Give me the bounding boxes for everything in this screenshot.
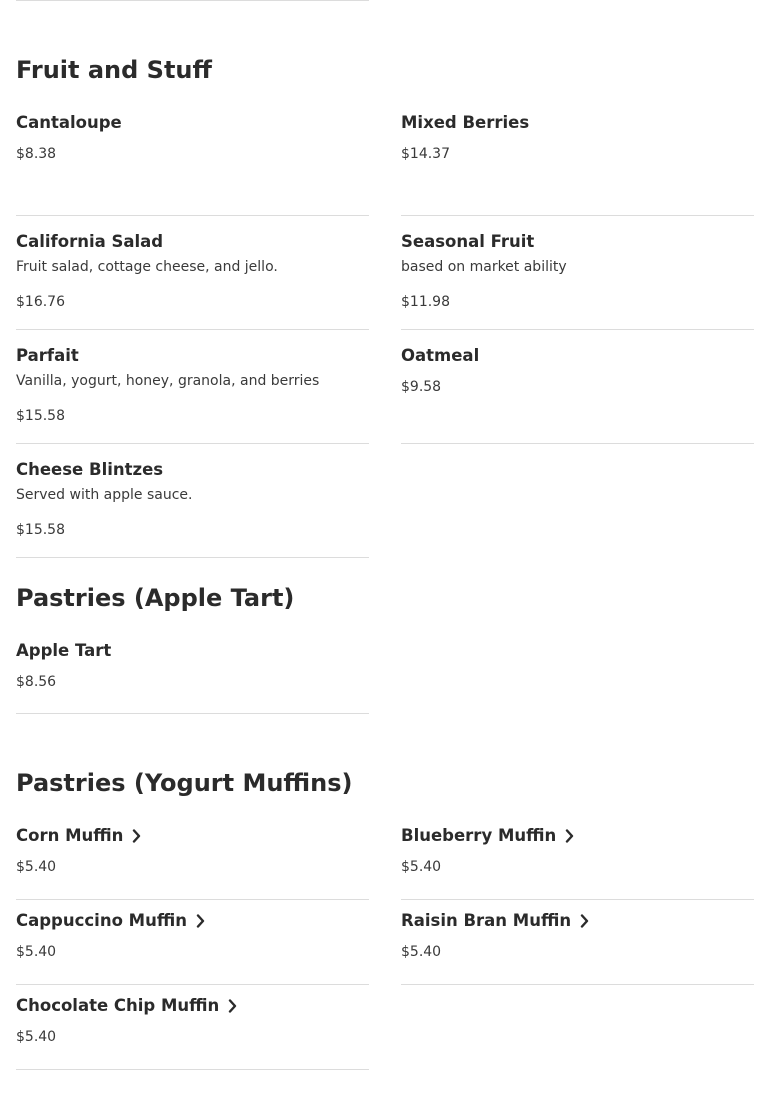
menu-item-name: California Salad [16,232,164,251]
menu-item-name: Mixed Berries [401,113,530,132]
menu-item-price: $5.40 [16,1029,57,1045]
menu-item-oatmeal[interactable] [401,345,754,444]
menu-item-seasonal-fruit[interactable] [401,231,754,330]
menu-item-price: $5.40 [16,944,57,960]
menu-item-price: $11.98 [401,294,450,310]
menu-item-price: $8.56 [16,674,57,690]
menu-item-name: Seasonal Fruit [401,232,535,251]
menu-item-price: $9.58 [401,379,442,395]
menu-section-pastries-apple-tart [16,583,754,714]
menu-item-cheese-blintzes[interactable] [16,459,369,558]
chevron-right-icon[interactable] [580,914,589,928]
menu-item-blueberry-muffin[interactable] [401,825,754,900]
menu-item-name: Parfait [16,346,79,365]
menu-item-price: $14.37 [401,146,450,162]
menu-item-price: $8.38 [16,146,57,162]
section-title: Pastries (Apple Tart) [16,584,295,612]
menu-item-price: $15.58 [16,408,65,424]
menu-item-price: $5.40 [401,944,442,960]
menu-item-cantaloupe[interactable] [16,112,369,216]
chevron-right-icon[interactable] [565,829,574,843]
divider [16,0,369,1]
menu-item-description: Fruit salad, cottage cheese, and jello. [16,259,278,275]
menu-item-corn-muffin[interactable] [16,825,369,900]
menu-item-name: Oatmeal [401,346,480,365]
menu-item-price: $15.58 [16,522,65,538]
menu-item-name: Corn Muffin [16,826,124,845]
menu-item-price: $16.76 [16,294,65,310]
chevron-right-icon[interactable] [228,999,237,1013]
menu-item-cappuccino-muffin[interactable] [16,910,369,985]
section-title: Fruit and Stuff [16,56,212,84]
menu-section-fruit-and-stuff [16,55,754,556]
menu-item-price: $5.40 [401,859,442,875]
menu-item-apple-tart[interactable] [16,640,369,714]
menu-item-name: Blueberry Muffin [401,826,557,845]
menu-item-mixed-berries[interactable] [401,112,754,216]
menu-item-name: Chocolate Chip Muffin [16,996,220,1015]
menu-item-name: Cantaloupe [16,113,122,132]
menu-item-description: based on market ability [401,259,567,275]
menu-item-name: Cheese Blintzes [16,460,164,479]
menu-item-grid [16,112,754,556]
menu-item-grid [16,640,754,714]
menu-item-parfait[interactable] [16,345,369,444]
menu-item-description: Served with apple sauce. [16,487,193,503]
menu-item-california-salad[interactable] [16,231,369,330]
chevron-right-icon[interactable] [196,914,205,928]
menu-item-grid [16,825,754,1070]
menu-item-name: Raisin Bran Muffin [401,911,572,930]
menu-item-price: $5.40 [16,859,57,875]
menu-item-description: Vanilla, yogurt, honey, granola, and berries [16,373,320,389]
menu-item-raisin-bran-muffin[interactable] [401,910,754,985]
menu-item-name: Cappuccino Muffin [16,911,187,930]
section-title: Pastries (Yogurt Muffins) [16,769,353,797]
menu-section-pastries-yogurt-muffins [16,768,754,1070]
chevron-right-icon[interactable] [132,829,141,843]
menu-item-chocolate-chip-muffin[interactable] [16,995,369,1070]
menu-item-name: Apple Tart [16,641,112,660]
